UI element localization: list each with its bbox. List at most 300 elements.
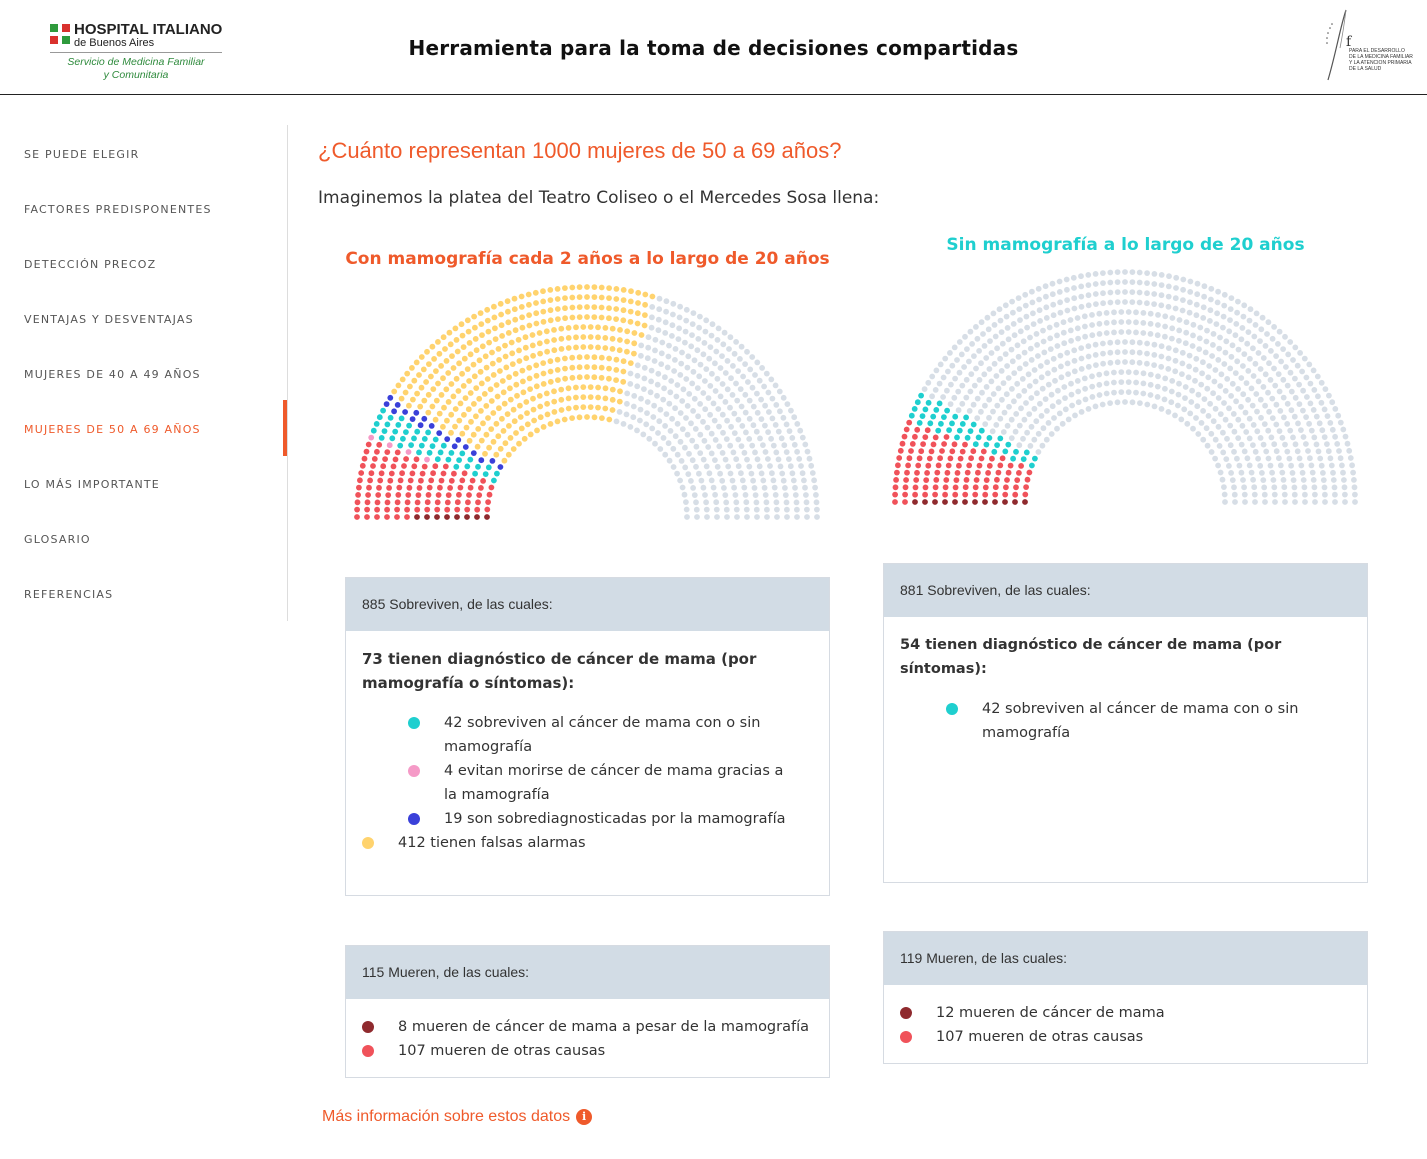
seat-dot (1036, 286, 1042, 292)
seat-dot (1071, 347, 1077, 353)
seat-dot (973, 324, 979, 330)
seat-dot (695, 385, 701, 391)
seat-dot (709, 371, 715, 377)
seat-dot (1137, 290, 1143, 296)
seat-dot (953, 485, 959, 491)
seat-dot (1108, 300, 1114, 306)
seat-dot (505, 309, 511, 315)
seat-dot (433, 417, 439, 423)
seat-dot (479, 332, 485, 338)
seat-dot (1348, 455, 1354, 461)
seat-dot (1133, 370, 1139, 376)
seat-dot (1239, 442, 1245, 448)
seat-dot (1010, 358, 1016, 364)
seat-dot (779, 471, 785, 477)
seat-dot (577, 304, 583, 310)
seat-dot (1130, 279, 1136, 285)
more-info-text[interactable]: Más información sobre estos datos (322, 1108, 571, 1125)
seat-dot (453, 464, 459, 470)
seat-dot (555, 367, 561, 373)
seat-dot (993, 334, 999, 340)
seat-dot (893, 477, 899, 483)
seat-dot (759, 365, 765, 371)
seat-dot (766, 390, 772, 396)
seat-dot (792, 442, 798, 448)
seat-dot (972, 499, 978, 505)
seat-dot (479, 381, 485, 387)
seat-dot (1159, 292, 1165, 298)
sidebar-item-se-puede-elegir[interactable]: SE PUEDE ELEGIR (24, 148, 140, 161)
seat-dot (1220, 450, 1226, 456)
seat-dot (684, 514, 690, 520)
seat-dot (448, 412, 454, 418)
seat-dot (1235, 417, 1241, 423)
seat-dot (1274, 402, 1280, 408)
seat-dot (551, 399, 557, 405)
seat-dot (1026, 411, 1032, 417)
seat-dot (1233, 370, 1239, 376)
seat-dot (805, 449, 811, 455)
seat-dot (1144, 280, 1150, 286)
seat-dot (942, 499, 948, 505)
seat-dot (690, 485, 696, 491)
seat-dot (963, 415, 969, 421)
seat-dot (763, 449, 769, 455)
seat-dot (1340, 470, 1346, 476)
seat-dot (1034, 390, 1040, 396)
seat-dot (1281, 484, 1287, 490)
seat-dot (1118, 389, 1124, 395)
sidebar-item-referencias[interactable]: REFERENCIAS (24, 588, 114, 601)
seat-dot (1023, 361, 1029, 367)
seat-dot (1296, 382, 1302, 388)
seat-dot (670, 322, 676, 328)
seat-dot (1227, 423, 1233, 429)
seat-dot (1273, 353, 1279, 359)
seat-dot (1129, 299, 1135, 305)
seat-dot (472, 325, 478, 331)
seat-dot (673, 433, 679, 439)
seat-dot (1144, 341, 1150, 347)
seat-dot (987, 338, 993, 344)
seat-dot (505, 298, 511, 304)
seat-dot (944, 434, 950, 440)
seat-dot (1049, 392, 1055, 398)
seat-dot (462, 470, 468, 476)
seat-dot (510, 361, 516, 367)
seat-dot (414, 507, 420, 513)
seat-dot (1277, 329, 1283, 335)
seat-dot (997, 463, 1003, 469)
seat-dot (591, 374, 597, 380)
seat-dot (406, 423, 412, 429)
seat-dot (656, 317, 662, 323)
seat-dot (533, 310, 539, 316)
seat-dot (456, 457, 462, 463)
seat-dot (516, 337, 522, 343)
seat-dot (1260, 477, 1266, 483)
seat-dot (1030, 300, 1036, 306)
seat-dot (656, 418, 662, 424)
seat-dot (946, 463, 952, 469)
seat-dot (1258, 435, 1264, 441)
sidebar-nav (0, 125, 288, 621)
seat-dot (703, 366, 709, 372)
seat-dot (1221, 361, 1227, 367)
seat-dot (1213, 437, 1219, 443)
seat-dot (1115, 339, 1121, 345)
seat-dot (682, 492, 688, 498)
seat-dot (948, 456, 954, 462)
seat-dot (458, 401, 464, 407)
seat-dot (1012, 499, 1018, 505)
seat-dot (1010, 456, 1016, 462)
seat-dot (1025, 477, 1031, 483)
seat-dot (540, 288, 546, 294)
seat-dot (1122, 359, 1128, 365)
seat-dot (992, 361, 998, 367)
seat-dot (920, 413, 926, 419)
seat-dot (1162, 397, 1168, 403)
seat-dot (446, 492, 452, 498)
seat-dot (1065, 361, 1071, 367)
seat-dot (613, 377, 619, 383)
seat-dot (728, 471, 734, 477)
seat-dot (660, 397, 666, 403)
seat-dot (1009, 417, 1015, 423)
seat-dot (773, 450, 779, 456)
seat-dot (979, 456, 985, 462)
seat-dot (663, 319, 669, 325)
seat-dot (1281, 415, 1287, 421)
hospital-city: de Buenos Aires (74, 37, 155, 49)
seat-dot (1271, 477, 1277, 483)
seat-dot (624, 412, 630, 418)
seat-dot (414, 360, 420, 366)
seat-dot (999, 368, 1005, 374)
sidebar-item-factores-predisponentes[interactable]: FACTORES PREDISPONENTES (24, 203, 212, 216)
seat-dot (478, 369, 484, 375)
seat-dot (595, 345, 601, 351)
seat-dot (523, 399, 529, 405)
seat-dot (1111, 390, 1117, 396)
seat-dot (932, 492, 938, 498)
seat-dot (423, 379, 429, 385)
seat-dot (1345, 441, 1351, 447)
seat-dot (811, 477, 817, 483)
seat-dot (1292, 492, 1298, 498)
seat-dot (774, 514, 780, 520)
seat-dot (761, 384, 767, 390)
seat-dot (1024, 325, 1030, 331)
seat-dot (789, 435, 795, 441)
seat-dot (613, 306, 619, 312)
seat-dot (408, 478, 414, 484)
seat-dot (577, 414, 583, 420)
seat-dot (992, 499, 998, 505)
seat-dot (525, 421, 531, 427)
seat-dot (739, 443, 745, 449)
seat-dot (1230, 381, 1236, 387)
seat-dot (440, 424, 446, 430)
seat-dot (1002, 449, 1008, 455)
seat-dot (1263, 371, 1269, 377)
seat-dot (1215, 357, 1221, 363)
seat-dot (434, 398, 440, 404)
seat-dot (393, 457, 399, 463)
seat-dot (1235, 299, 1241, 305)
seat-dot (1231, 484, 1237, 490)
seat-dot (558, 326, 564, 332)
seat-dot (454, 514, 460, 520)
seat-dot (430, 404, 436, 410)
seat-dot (1212, 379, 1218, 385)
seat-dot (1078, 284, 1084, 290)
seat-dot (993, 484, 999, 490)
seat-dot (617, 409, 623, 415)
seat-dot (1245, 455, 1251, 461)
seat-dot (649, 426, 655, 432)
seat-dot (990, 428, 996, 434)
seat-dot (754, 391, 760, 397)
seat-dot (1281, 395, 1287, 401)
seat-dot (1064, 277, 1070, 283)
seat-dot (1282, 499, 1288, 505)
seat-dot (1169, 378, 1175, 384)
seat-dot (1104, 310, 1110, 316)
seat-dot (698, 362, 704, 368)
seat-dot (1036, 297, 1042, 303)
seat-dot (1247, 416, 1253, 422)
seat-dot (516, 441, 522, 447)
seat-dot (521, 389, 527, 395)
seat-dot (548, 307, 554, 313)
seat-dot (566, 406, 572, 412)
seat-dot (696, 325, 702, 331)
seat-dot (1060, 421, 1066, 427)
seat-dot (377, 414, 383, 420)
seat-dot (540, 309, 546, 315)
seat-dot (613, 316, 619, 322)
seat-dot (913, 485, 919, 491)
seat-dot (1222, 499, 1228, 505)
seat-dot (802, 442, 808, 448)
seat-dot (1258, 415, 1264, 421)
seat-dot (498, 301, 504, 307)
seat-dot (1332, 485, 1338, 491)
seat-dot (731, 450, 737, 456)
sidebar-item-glosario[interactable]: GLOSARIO (24, 533, 91, 546)
seat-dot (1227, 317, 1233, 323)
seat-dot (1314, 414, 1320, 420)
seat-dot (1079, 304, 1085, 310)
seat-dot (1193, 367, 1199, 373)
seat-dot (1198, 382, 1204, 388)
seat-dot (395, 402, 401, 408)
seat-dot (657, 296, 663, 302)
seat-dot (580, 404, 586, 410)
seat-dot (755, 410, 761, 416)
seat-dot (419, 354, 425, 360)
seat-dot (355, 499, 361, 505)
more-info-link[interactable] (322, 1108, 592, 1126)
seat-dot (1086, 364, 1092, 370)
seat-dot (374, 514, 380, 520)
seat-dot (1208, 431, 1214, 437)
seat-dot (1242, 499, 1248, 505)
sidebar-item-lo-mas-importante[interactable]: LO MÁS IMPORTANTE (24, 478, 160, 491)
seat-dot (718, 394, 724, 400)
seat-dot (1047, 335, 1053, 341)
seat-dot (930, 414, 936, 420)
seat-dot (387, 478, 393, 484)
seat-dot (533, 290, 539, 296)
seat-dot (1013, 449, 1019, 455)
seat-dot (1223, 350, 1229, 356)
seat-dot (645, 355, 651, 361)
seat-dot (709, 451, 715, 457)
seat-dot (628, 309, 634, 315)
seat-dot (707, 470, 713, 476)
seat-dot (519, 314, 525, 320)
seat-dot (1008, 463, 1014, 469)
seat-dot (1089, 322, 1095, 328)
seat-dot (635, 373, 641, 379)
seat-dot (646, 334, 652, 340)
seat-dot (652, 441, 658, 447)
seat-dot (631, 340, 637, 346)
seat-dot (437, 411, 443, 417)
seat-dot (1043, 304, 1049, 310)
seat-dot (472, 373, 478, 379)
sidebar-item-ventajas-desventajas[interactable]: VENTAJAS Y DESVENTAJAS (24, 313, 194, 326)
seat-dot (645, 399, 651, 405)
seat-dot (533, 362, 539, 368)
seat-dot (371, 428, 377, 434)
sidebar-item-mujeres-50-69[interactable]: MUJERES DE 50 A 69 AÑOS (24, 423, 201, 436)
seat-dot (502, 343, 508, 349)
seat-dot (1301, 434, 1307, 440)
seat-dot (496, 405, 502, 411)
seat-dot (1250, 477, 1256, 483)
seat-dot (642, 292, 648, 298)
seat-dot (1027, 335, 1033, 341)
seat-dot (671, 464, 677, 470)
seat-dot (467, 457, 473, 463)
seat-dot (1017, 317, 1023, 323)
seat-dot (923, 477, 929, 483)
seat-dot (621, 307, 627, 313)
seat-dot (1034, 342, 1040, 348)
seat-dot (764, 499, 770, 505)
seat-dot (982, 343, 988, 349)
seat-dot (1179, 371, 1185, 377)
seat-dot (434, 514, 440, 520)
seat-dot (1158, 302, 1164, 308)
seat-dot (566, 335, 572, 341)
seat-dot (979, 390, 985, 396)
seat-dot (728, 424, 734, 430)
seat-dot (695, 336, 701, 342)
seat-dot (1321, 477, 1327, 483)
seat-dot (1279, 470, 1285, 476)
seat-dot (979, 319, 985, 325)
seat-dot (436, 430, 442, 436)
seat-dot (548, 379, 554, 385)
seat-dot (923, 485, 929, 491)
seat-dot (406, 449, 412, 455)
seat-dot (1282, 334, 1288, 340)
seat-dot (648, 389, 654, 395)
seat-dot (1322, 492, 1328, 498)
seat-dot (437, 351, 443, 357)
seat-dot (621, 287, 627, 293)
seat-dot (914, 427, 920, 433)
seat-dot (394, 507, 400, 513)
seat-dot (1032, 456, 1038, 462)
seat-dot (1122, 399, 1128, 405)
seat-dot (771, 443, 777, 449)
seat-dot (438, 363, 444, 369)
seat-dot (736, 463, 742, 469)
seat-dot (731, 485, 737, 491)
seat-dot (749, 471, 755, 477)
seat-dot (1206, 413, 1212, 419)
seat-dot (1187, 299, 1193, 305)
seat-dot (734, 398, 740, 404)
seat-dot (753, 492, 759, 498)
seat-dot (588, 394, 594, 400)
seat-dot (409, 365, 415, 371)
seat-dot (1254, 428, 1260, 434)
seat-dot (468, 351, 474, 357)
seat-dot (365, 492, 371, 498)
seat-dot (1287, 456, 1293, 462)
seat-dot (1086, 406, 1092, 412)
seat-dot (528, 432, 534, 438)
seat-dot (385, 500, 391, 506)
seat-dot (1176, 328, 1182, 334)
seat-dot (957, 339, 963, 345)
sidebar-item-mujeres-40-49[interactable]: MUJERES DE 40 A 49 AÑOS (24, 368, 201, 381)
seat-dot (1040, 328, 1046, 334)
seat-dot (1069, 403, 1075, 409)
seat-dot (669, 333, 675, 339)
seat-dot (577, 364, 583, 370)
seat-dot (1298, 463, 1304, 469)
seat-dot (422, 464, 428, 470)
seat-dot (524, 410, 530, 416)
seat-dot (602, 345, 608, 351)
seat-dot (679, 350, 685, 356)
foundation-logo[interactable] (1318, 8, 1418, 83)
seat-dot (1118, 319, 1124, 325)
seat-dot (617, 388, 623, 394)
seat-dot (1266, 319, 1272, 325)
seat-dot (1022, 350, 1028, 356)
seat-dot (666, 401, 672, 407)
seat-dot (573, 395, 579, 401)
page-intro: Imaginemos la platea del Teatro Coliseo o el Mercedes Sosa llena: (318, 188, 880, 208)
seat-dot (794, 514, 800, 520)
seat-dot (573, 334, 579, 340)
info-icon[interactable]: i (576, 1109, 592, 1125)
seat-dot (1184, 421, 1190, 427)
seat-dot (1352, 484, 1358, 490)
sidebar-item-deteccion-precoz[interactable]: DETECCIÓN PRECOZ (24, 258, 157, 271)
seat-dot (765, 429, 771, 435)
seat-dot (719, 353, 725, 359)
